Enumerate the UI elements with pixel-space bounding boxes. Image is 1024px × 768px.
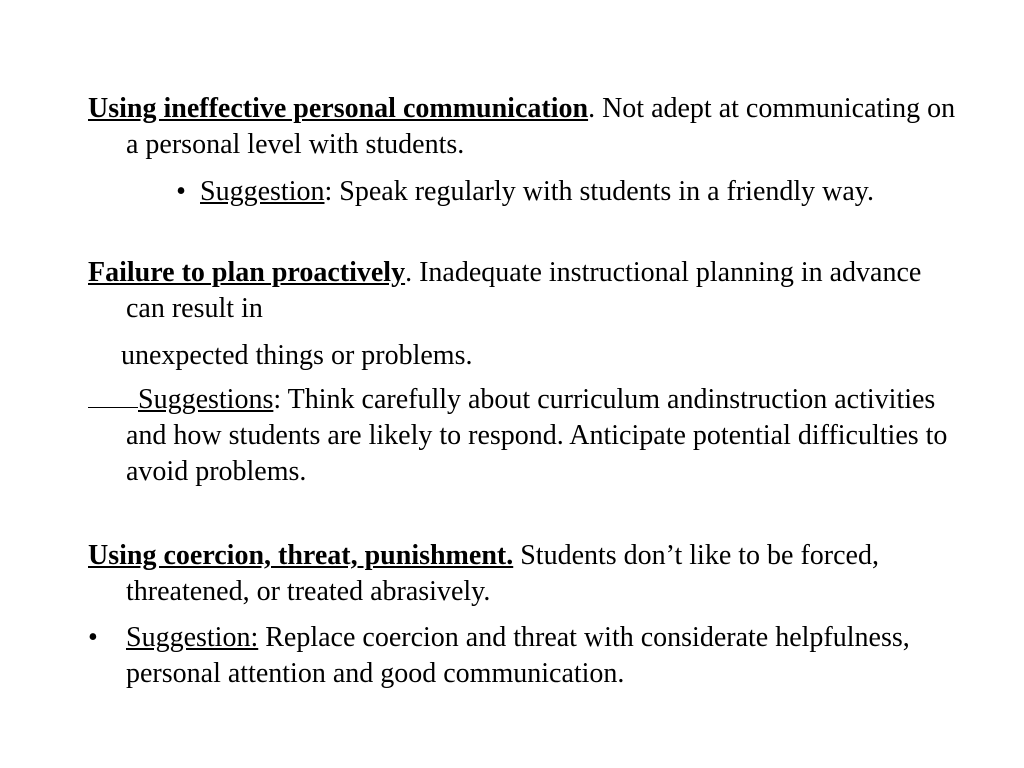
text-ineffective-communication: . Not adept at communicating on a personal level with students.	[126, 93, 956, 160]
paragraph-failure-to-plan	[88, 255, 966, 327]
bullet-suggestion-speak	[118, 174, 918, 210]
label-suggestion: Suggestion	[200, 176, 325, 207]
heading-ineffective-communication: Using ineffective personal communication	[88, 93, 589, 124]
heading-failure-to-plan: Failure to plan proactively	[88, 257, 406, 288]
bullet-icon: •	[176, 176, 186, 207]
bullet-suggestion-replace	[88, 620, 966, 692]
text-suggestion-speak: : Speak regularly with students in a friendly way.	[324, 176, 874, 207]
text-suggestion-replace: Replace coercion and threat with considerate helpfulness, personal attention and good communication.	[126, 622, 910, 689]
label-suggestion-replace: Suggestion:	[126, 622, 259, 653]
text-coercion: Students don’t like to be forced, threatened, or treated abrasively.	[126, 540, 879, 607]
paragraph-coercion	[88, 538, 966, 610]
text-unexpected-problems: unexpected things or problems.	[121, 340, 473, 371]
text-failure-to-plan: . Inadequate instructional planning in advance can result in	[126, 257, 922, 324]
paragraph-suggestions-planning	[88, 382, 966, 490]
heading-coercion: Using coercion, threat, punishment.	[88, 540, 514, 571]
text-suggestions-planning: : Think carefully about curriculum andinstruction activities and how students are likely to respond. Anticipate potential difficulties to avoid problems.	[126, 384, 948, 487]
label-suggestions: Suggestions	[138, 384, 274, 415]
paragraph-ineffective-communication	[88, 91, 966, 163]
bullet-icon: •	[88, 622, 98, 653]
underline-spacer	[88, 383, 138, 408]
line-unexpected-problems	[121, 338, 472, 374]
